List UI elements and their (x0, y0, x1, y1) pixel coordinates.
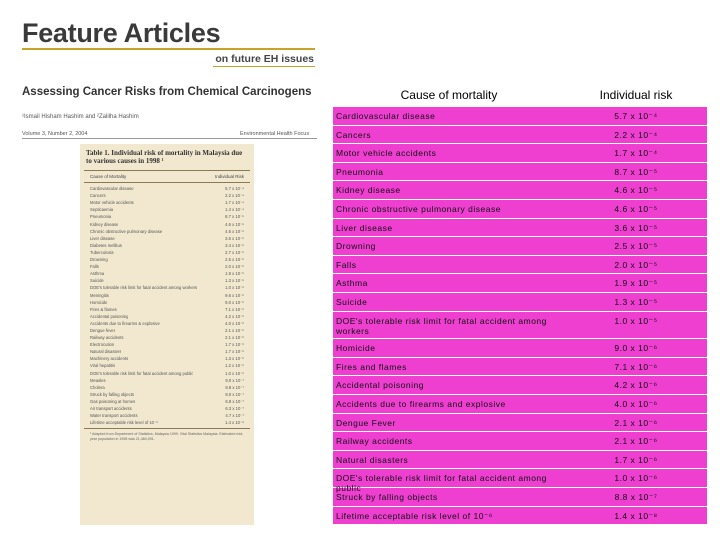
thumbnail-cause: Falls (90, 264, 99, 270)
thumbnail-cause: Cancers (90, 193, 106, 199)
thumbnail-row (80, 284, 254, 291)
thumbnail-risk: 2.1 x 10⁻⁶ (225, 327, 244, 333)
cause-cell: Cancers (336, 129, 372, 140)
article-title: Assessing Cancer Risks from Chemical Carcinogens (22, 86, 312, 98)
table-row (333, 487, 707, 506)
thumbnail-row (80, 292, 254, 299)
thumbnail-cause: Septicaemia (90, 207, 114, 213)
risk-cell: 1.0 x 10⁻⁶ (614, 473, 658, 484)
thumbnail-risk: 8.8 x 10⁻⁷ (225, 384, 244, 390)
thumbnail-cause: Tuberculosis (90, 249, 114, 255)
thumbnail-risk: 3.4 x 10⁻⁵ (225, 242, 244, 248)
thumbnail-risk: 1.3 x 10⁻⁶ (225, 356, 244, 362)
table-row (333, 311, 707, 339)
thumbnail-cause: Pneumonia (90, 214, 112, 220)
table-row (333, 162, 707, 181)
risk-cell: 4.2 x 10⁻⁶ (614, 380, 658, 391)
cause-cell: Fires and flames (336, 361, 407, 372)
article-issue: Volume 3, Number 2, 2004 (22, 131, 88, 137)
thumbnail-cause: Air transport accidents (90, 406, 132, 411)
thumbnail-row (80, 334, 254, 341)
thumbnail-risk: 1.3 x 10⁻⁵ (225, 278, 244, 284)
header-rule (22, 48, 315, 50)
cause-cell: Suicide (336, 296, 368, 307)
table-row (333, 468, 707, 494)
risk-cell: 2.1 x 10⁻⁶ (614, 417, 658, 428)
thumbnail-risk: 4.7 x 10⁻⁷ (225, 413, 244, 419)
thumbnail-cause: Fires & flames (90, 306, 117, 312)
risk-cell: 1.0 x 10⁻⁵ (614, 315, 658, 326)
thumbnail-cause: Lifetime acceptable risk level of 10⁻⁶ (90, 420, 158, 426)
thumbnail-risk: 2.0 x 10⁻⁵ (225, 264, 244, 270)
header-subtitle: on future EH issues (215, 53, 314, 65)
thumbnail-header (84, 170, 250, 183)
thumbnail-risk: 9.6 x 10⁻⁶ (225, 292, 244, 298)
thumbnail-risk: 4.6 x 10⁻⁵ (225, 228, 244, 234)
thumbnail-row (80, 313, 254, 320)
risk-cell: 1.3 x 10⁻⁵ (614, 296, 658, 307)
thumbnail-cause: Meningitis (90, 292, 109, 298)
thumbnail-risk: 9.0 x 10⁻⁶ (225, 299, 244, 305)
cause-cell: Pneumonia (336, 166, 384, 177)
thumbnail-row (80, 419, 254, 426)
thumbnail-footnote: ¹ Adapted from Department of Statistics, Malaysia 1999. Vital Statistics Malaysia. Estimated mid-year population in 1998 was 21,484,091. (84, 428, 250, 445)
thumbnail-cause: Homicide (90, 299, 108, 305)
thumbnail-row (80, 221, 254, 228)
thumbnail-row (80, 412, 254, 419)
thumbnail-row (80, 263, 254, 270)
risk-cell: 2.2 x 10⁻⁴ (614, 129, 658, 140)
table-row (333, 506, 707, 525)
thumbnail-risk: 2.7 x 10⁻⁵ (225, 249, 244, 255)
article-authors: ¹Ismail Hisham Hashim and ²Zalilha Hashim (22, 114, 139, 120)
thumbnail-risk: 1.0 x 10⁻⁵ (225, 285, 244, 291)
risk-cell: 5.7 x 10⁻⁴ (614, 111, 658, 121)
header-risk: Individual risk (599, 88, 673, 102)
thumbnail-row (80, 320, 254, 327)
thumbnail-cause: Suicide (90, 278, 104, 284)
thumbnail-risk: 2.1 x 10⁻⁶ (225, 335, 244, 341)
table-row (333, 106, 707, 125)
thumbnail-risk: 4.2 x 10⁻⁶ (225, 313, 244, 319)
thumbnail-cause: Water transport accidents (90, 413, 138, 419)
table-row (333, 125, 707, 144)
thumbnail-risk: 1.4 x 10⁻⁸ (225, 420, 244, 426)
thumbnail-risk: 4.0 x 10⁻⁶ (225, 320, 244, 326)
cause-cell: Struck by falling objects (336, 491, 438, 502)
thumbnail-rows (80, 185, 254, 426)
table-row (333, 180, 707, 199)
thumbnail-risk: 1.7 x 10⁻⁶ (225, 349, 244, 355)
risk-cell: 4.6 x 10⁻⁵ (614, 185, 658, 196)
thumbnail-row (80, 362, 254, 369)
risk-cell: 2.5 x 10⁻⁵ (614, 241, 658, 252)
cause-cell: Homicide (336, 343, 376, 354)
thumbnail-risk: 9.0 x 10⁻⁷ (225, 377, 244, 383)
thumbnail-risk: 1.7 x 10⁻⁴ (225, 200, 244, 206)
thumbnail-cause: DOE's tolerable risk limit for fatal accident among workers (90, 285, 198, 291)
cause-cell: DOE's tolerable risk limit for fatal accident among workers (336, 315, 547, 336)
thumbnail-row (80, 377, 254, 384)
table-row (333, 236, 707, 255)
thumbnail-row (80, 405, 254, 412)
thumbnail-row (80, 213, 254, 220)
header-rule-short (213, 66, 315, 67)
thumbnail-cause: Accidents due to firearms & explosive (90, 320, 160, 326)
thumbnail-cause: Liver disease (90, 235, 115, 241)
thumbnail-row (80, 235, 254, 242)
risk-cell: 8.8 x 10⁻⁷ (614, 491, 658, 502)
table-row (333, 431, 707, 450)
thumbnail-risk: 1.0 x 10⁻⁶ (225, 370, 244, 376)
cause-cell: Asthma (336, 278, 368, 289)
thumbnail-row (80, 341, 254, 348)
cause-cell: Chronic obstructive pulmonary disease (336, 203, 501, 214)
article-rule (22, 138, 317, 139)
thumbnail-col-cause: Cause of Mortality (90, 174, 127, 180)
risk-cell: 1.4 x 10⁻⁸ (614, 510, 658, 521)
risk-cell: 8.7 x 10⁻⁵ (614, 166, 658, 177)
thumbnail-risk: 2.2 x 10⁻⁴ (225, 193, 244, 199)
thumbnail-row (80, 348, 254, 355)
thumbnail-risk: 3.6 x 10⁻⁵ (225, 235, 244, 241)
thumbnail-risk: 6.8 x 10⁻⁷ (225, 398, 244, 404)
risk-cell: 7.1 x 10⁻⁶ (614, 361, 658, 372)
thumbnail-risk: 4.6 x 10⁻⁵ (225, 221, 244, 227)
thumbnail-row (80, 206, 254, 213)
thumbnail-risk: 5.7 x 10⁻⁴ (225, 186, 244, 192)
thumbnail-cause: DOE's tolerable risk limit for fatal accident among public (90, 370, 194, 376)
thumbnail-row (80, 185, 254, 192)
risk-cell: 9.0 x 10⁻⁶ (614, 343, 658, 354)
cause-cell: Drowning (336, 241, 376, 252)
thumbnail-risk: 8.7 x 10⁻⁵ (225, 214, 244, 220)
risk-cell: 3.6 x 10⁻⁵ (614, 222, 658, 233)
cause-cell: Kidney disease (336, 185, 401, 196)
thumbnail-cause: Natural disasters (90, 349, 122, 355)
header-title: Feature Articles (22, 18, 221, 48)
cause-cell: Falls (336, 259, 357, 270)
thumbnail-caption: Table 1. Individual risk of mortality in Malaysia due to various causes in 1998 ¹ (86, 149, 243, 166)
thumbnail-row (80, 384, 254, 391)
table-body (333, 106, 707, 524)
thumbnail-risk: 1.4 x 10⁻⁴ (225, 207, 244, 213)
cause-cell: Accidents due to firearms and explosive (336, 399, 506, 409)
thumbnail-risk: 2.5 x 10⁻⁵ (225, 257, 244, 263)
thumbnail-risk: 1.7 x 10⁻⁶ (225, 342, 244, 348)
thumbnail-row (80, 398, 254, 405)
cause-cell: DOE's tolerable risk limit for fatal accident among public (336, 473, 547, 494)
thumbnail-row (80, 277, 254, 284)
risk-cell: 1.7 x 10⁻⁶ (614, 454, 658, 465)
thumbnail-cause: Gas poisoning at homes (90, 398, 136, 404)
thumbnail-row (80, 192, 254, 199)
cause-cell: Railway accidents (336, 436, 413, 447)
thumbnail-row (80, 306, 254, 313)
thumbnail-row (80, 391, 254, 398)
risk-cell: 4.0 x 10⁻⁶ (614, 399, 658, 409)
thumbnail-row (80, 327, 254, 334)
thumbnail-cause: Machinery accidents (90, 356, 129, 362)
cause-cell: Lifetime acceptable risk level of 10⁻⁶ (336, 510, 493, 521)
cause-cell: Natural disasters (336, 454, 409, 465)
risk-cell: 1.9 x 10⁻⁵ (614, 278, 658, 289)
table-row (333, 413, 707, 432)
thumbnail-cause: Diabetes mellitus (90, 242, 122, 248)
risk-cell: 2.1 x 10⁻⁶ (614, 436, 658, 447)
thumbnail-cause: Cholera (90, 384, 105, 390)
thumbnail-row (80, 270, 254, 277)
table-row (333, 338, 707, 357)
thumbnail-cause: Dengue fever (90, 327, 116, 333)
thumbnail-risk: 1.2 x 10⁻⁶ (225, 363, 244, 369)
table-row (333, 255, 707, 274)
thumbnail-cause: Electrocution (90, 342, 115, 348)
thumbnail-risk: 8.0 x 10⁻⁷ (225, 391, 244, 397)
table-header (333, 84, 707, 106)
table-row (333, 375, 707, 394)
table-row (333, 143, 707, 162)
cause-cell: Liver disease (336, 222, 393, 233)
table-row (333, 292, 707, 311)
mortality-table (333, 84, 707, 524)
thumbnail-row (80, 299, 254, 306)
thumbnail-cause: Kidney disease (90, 221, 119, 227)
cause-cell: Dengue Fever (336, 417, 396, 428)
cause-cell: Cardiovascular disease (336, 111, 436, 121)
thumbnail-cause: Cardiovascular disease (90, 186, 134, 192)
thumbnail-cause: Measles (90, 377, 106, 383)
thumbnail-risk: 6.3 x 10⁻⁷ (225, 406, 244, 411)
thumbnail-row (80, 256, 254, 263)
thumbnail-cause: Railway accidents (90, 335, 124, 341)
thumbnail-row (80, 228, 254, 235)
table-row (333, 199, 707, 218)
risk-cell: 4.6 x 10⁻⁵ (614, 203, 658, 214)
thumbnail-risk: 1.9 x 10⁻⁵ (225, 271, 244, 277)
thumbnail-row (80, 355, 254, 362)
thumbnail-risk: 7.1 x 10⁻⁶ (225, 306, 244, 312)
thumbnail-cause: Struck by falling objects (90, 391, 134, 397)
cause-cell: Motor vehicle accidents (336, 148, 437, 159)
thumbnail-cause: Drowning (90, 257, 108, 263)
table-row (333, 357, 707, 376)
risk-cell: 1.7 x 10⁻⁴ (614, 148, 658, 159)
thumbnail-cause: Viral hepatitis (90, 363, 116, 369)
thumbnail-cause: Chronic obstructive pulmonary disease (90, 228, 163, 234)
table-row (333, 450, 707, 469)
thumbnail-row (80, 370, 254, 377)
thumbnail-cause: Motor vehicle accidents (90, 200, 134, 206)
table-row (333, 218, 707, 237)
table-row (333, 394, 707, 413)
thumbnail-cause: Asthma (90, 271, 105, 277)
table-row (333, 273, 707, 292)
header-cause: Cause of mortality (400, 88, 498, 102)
thumbnail-row (80, 242, 254, 249)
thumbnail-cause: Accidental poisoning (90, 313, 129, 319)
thumbnail-row (80, 199, 254, 206)
cause-cell: Accidental poisoning (336, 380, 424, 391)
risk-cell: 2.0 x 10⁻⁵ (614, 259, 658, 270)
table-thumbnail (80, 144, 254, 525)
thumbnail-col-risk: Individual Risk (214, 174, 244, 180)
article-journal: Environmental Health Focus (240, 131, 310, 137)
thumbnail-row (80, 249, 254, 256)
